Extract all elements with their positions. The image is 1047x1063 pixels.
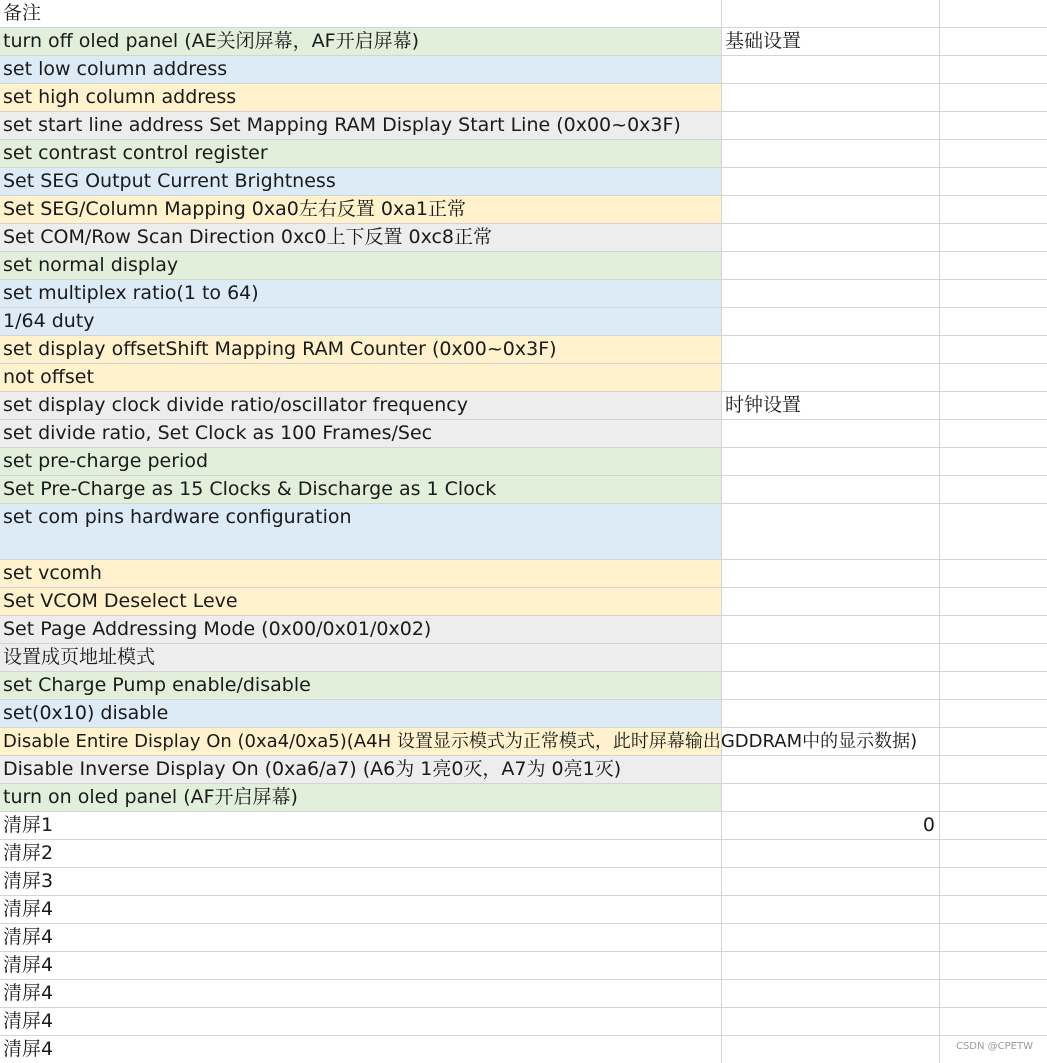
cell-note-text: 清屏4 — [3, 926, 54, 948]
cell-category[interactable] — [722, 588, 940, 615]
cell-note-text: Set SEG/Column Mapping 0xa0左右反置 0xa1正常 — [3, 198, 466, 220]
sheet-row — [0, 560, 1047, 588]
cell-extra[interactable] — [940, 196, 1047, 223]
cell-note-text: set high column address — [3, 86, 237, 108]
cell-note[interactable] — [0, 280, 722, 307]
cell-category[interactable] — [722, 224, 940, 251]
cell-category[interactable] — [722, 196, 940, 223]
cell-note-text: not offset — [3, 366, 94, 388]
cell-category[interactable] — [722, 336, 940, 363]
sheet-row — [0, 700, 1047, 728]
cell-extra[interactable] — [940, 560, 1047, 587]
cell-extra[interactable] — [940, 980, 1047, 1007]
sheet-row — [0, 588, 1047, 616]
cell-note-text: 清屏4 — [3, 954, 54, 976]
sheet-row — [0, 392, 1047, 420]
cell-note[interactable] — [0, 476, 722, 503]
cell-extra[interactable] — [940, 644, 1047, 671]
cell-category[interactable]: 0 — [722, 812, 940, 839]
sheet-row — [0, 308, 1047, 336]
cell-note[interactable] — [0, 504, 722, 559]
cell-category[interactable] — [722, 84, 940, 111]
cell-category[interactable] — [722, 952, 940, 979]
cell-note-text: 备注 — [3, 2, 42, 24]
cell-note[interactable] — [0, 896, 722, 923]
cell-note[interactable] — [0, 700, 722, 727]
sheet-row — [0, 0, 1047, 28]
cell-note[interactable] — [0, 924, 722, 951]
cell-note[interactable] — [0, 252, 722, 279]
sheet-row — [0, 868, 1047, 896]
cell-note[interactable] — [0, 140, 722, 167]
cell-category[interactable] — [722, 700, 940, 727]
cell-extra[interactable] — [940, 868, 1047, 895]
cell-note[interactable] — [0, 224, 722, 251]
cell-note-text: 清屏4 — [3, 898, 54, 920]
sheet-row — [0, 140, 1047, 168]
cell-note-text: set com pins hardware configuration — [3, 506, 352, 528]
cell-category[interactable] — [722, 784, 940, 811]
cell-extra[interactable] — [940, 476, 1047, 503]
cell-extra[interactable] — [940, 448, 1047, 475]
cell-extra[interactable] — [940, 784, 1047, 811]
cell-note[interactable] — [0, 364, 722, 391]
sheet-row — [0, 224, 1047, 252]
sheet-row — [0, 896, 1047, 924]
cell-note-text: set low column address — [3, 58, 228, 80]
cell-note-text: 设置成页地址模式 — [3, 646, 156, 668]
sheet-row — [0, 252, 1047, 280]
cell-extra[interactable] — [940, 420, 1047, 447]
cell-note[interactable] — [0, 644, 722, 671]
cell-note-text: set normal display — [3, 254, 179, 276]
cell-category[interactable] — [722, 476, 940, 503]
cell-note[interactable] — [0, 784, 722, 811]
cell-extra[interactable] — [940, 672, 1047, 699]
cell-extra[interactable] — [940, 812, 1047, 839]
cell-note-text: set contrast control register — [3, 142, 268, 164]
cell-extra[interactable] — [940, 504, 1047, 559]
cell-note-text: set(0x10) disable — [3, 702, 169, 724]
cell-note[interactable] — [0, 56, 722, 83]
sheet-row — [0, 672, 1047, 700]
sheet-row — [0, 504, 1047, 560]
cell-category[interactable] — [722, 140, 940, 167]
cell-category[interactable] — [722, 672, 940, 699]
cell-category[interactable] — [722, 252, 940, 279]
cell-note-text: Set SEG Output Current Brightness — [3, 170, 336, 192]
cell-category[interactable] — [722, 560, 940, 587]
cell-note[interactable] — [0, 840, 722, 867]
cell-extra[interactable] — [940, 308, 1047, 335]
sheet-row — [0, 364, 1047, 392]
cell-note[interactable] — [0, 168, 722, 195]
watermark: CSDN @CPETW — [955, 1041, 1033, 1052]
cell-category[interactable] — [722, 56, 940, 83]
cell-note-text: 1/64 duty — [3, 310, 95, 332]
cell-extra[interactable] — [940, 140, 1047, 167]
cell-extra[interactable] — [940, 728, 1047, 755]
sheet-row — [0, 56, 1047, 84]
cell-category[interactable] — [722, 980, 940, 1007]
cell-note[interactable] — [0, 308, 722, 335]
sheet-row — [0, 168, 1047, 196]
cell-note[interactable] — [0, 588, 722, 615]
cell-note-text: Set Page Addressing Mode (0x00/0x01/0x02) — [3, 618, 432, 640]
cell-category[interactable] — [722, 924, 940, 951]
sheet-row — [0, 420, 1047, 448]
cell-category[interactable] — [722, 1008, 940, 1035]
cell-extra[interactable] — [940, 280, 1047, 307]
sheet-row — [0, 812, 1047, 840]
cell-note-text: Set VCOM Deselect Leve — [3, 590, 238, 612]
cell-category[interactable] — [722, 112, 940, 139]
cell-note-text: set display offsetShift Mapping RAM Counter (0x00~0x3F) — [3, 338, 557, 360]
cell-extra[interactable] — [940, 336, 1047, 363]
cell-note-text: set pre-charge period — [3, 450, 209, 472]
cell-note-text: Set COM/Row Scan Direction 0xc0上下反置 0xc8正常 — [3, 226, 493, 248]
cell-extra[interactable] — [940, 28, 1047, 55]
sheet-row — [0, 784, 1047, 812]
cell-extra[interactable] — [940, 364, 1047, 391]
cell-note[interactable] — [0, 868, 722, 895]
cell-extra[interactable] — [940, 700, 1047, 727]
cell-note[interactable] — [0, 756, 722, 783]
sheet-row — [0, 728, 1047, 756]
cell-category[interactable] — [722, 616, 940, 643]
cell-extra[interactable] — [940, 56, 1047, 83]
sheet-row — [0, 448, 1047, 476]
sheet-row — [0, 616, 1047, 644]
cell-category[interactable]: 时钟设置 — [722, 392, 940, 419]
cell-category[interactable] — [722, 420, 940, 447]
cell-category[interactable] — [722, 756, 940, 783]
cell-note[interactable] — [0, 952, 722, 979]
cell-category[interactable] — [722, 896, 940, 923]
cell-note-text: set start line address Set Mapping RAM Display Start Line (0x00~0x3F) — [3, 114, 681, 136]
cell-note-text: 清屏1 — [3, 814, 54, 836]
cell-note[interactable] — [0, 560, 722, 587]
cell-extra[interactable] — [940, 588, 1047, 615]
cell-category[interactable] — [722, 840, 940, 867]
cell-category[interactable]: 基础设置 — [722, 28, 940, 55]
cell-note-text: set Charge Pump enable/disable — [3, 674, 311, 696]
cell-note-text: 清屏4 — [3, 1010, 54, 1032]
cell-note[interactable] — [0, 980, 722, 1007]
sheet-row — [0, 980, 1047, 1008]
cell-note-text: 清屏4 — [3, 982, 54, 1004]
cell-note[interactable] — [0, 392, 722, 419]
sheet-row — [0, 476, 1047, 504]
cell-extra[interactable] — [940, 952, 1047, 979]
cell-note[interactable] — [0, 0, 722, 27]
cell-note-text: 清屏2 — [3, 842, 54, 864]
cell-note-text: set multiplex ratio(1 to 64) — [3, 282, 259, 304]
cell-note-text: set display clock divide ratio/oscillator frequency — [3, 394, 468, 416]
cell-extra[interactable] — [940, 756, 1047, 783]
cell-note[interactable] — [0, 728, 918, 755]
cell-category[interactable] — [722, 0, 940, 27]
cell-category[interactable] — [722, 868, 940, 895]
cell-note[interactable] — [0, 84, 722, 111]
sheet-row — [0, 952, 1047, 980]
cell-note[interactable] — [0, 420, 722, 447]
cell-note[interactable] — [0, 672, 722, 699]
cell-extra[interactable] — [940, 0, 1047, 27]
cell-extra[interactable] — [940, 896, 1047, 923]
cell-extra[interactable] — [940, 392, 1047, 419]
cell-note-text: set divide ratio, Set Clock as 100 Frames/Sec — [3, 422, 433, 444]
cell-note[interactable] — [0, 28, 722, 55]
sheet-row — [0, 336, 1047, 364]
cell-note-text: Disable Entire Display On (0xa4/0xa5)(A4H 设置显示模式为正常模式，此时屏幕输出GDDRAM中的显示数据) — [3, 731, 918, 752]
cell-note-text: set vcomh — [3, 562, 102, 584]
cell-extra[interactable] — [940, 616, 1047, 643]
cell-extra[interactable] — [940, 84, 1047, 111]
cell-note[interactable] — [0, 812, 722, 839]
cell-category[interactable] — [722, 364, 940, 391]
sheet-row — [0, 28, 1047, 56]
cell-extra[interactable] — [940, 224, 1047, 251]
cell-extra[interactable] — [940, 112, 1047, 139]
sheet-row — [0, 756, 1047, 784]
cell-note[interactable] — [0, 1008, 722, 1035]
cell-category[interactable] — [722, 448, 940, 475]
sheet-row — [0, 644, 1047, 672]
cell-extra[interactable] — [940, 924, 1047, 951]
sheet-row — [0, 840, 1047, 868]
cell-note[interactable] — [0, 448, 722, 475]
cell-note-text: 清屏3 — [3, 870, 54, 892]
cell-note[interactable] — [0, 616, 722, 643]
cell-note-text: 清屏4 — [3, 1038, 54, 1060]
cell-category[interactable] — [722, 644, 940, 671]
cell-note[interactable] — [0, 336, 722, 363]
cell-extra[interactable] — [940, 252, 1047, 279]
cell-note-text: Set Pre-Charge as 15 Clocks & Discharge as 1 Clock — [3, 478, 497, 500]
sheet-row — [0, 196, 1047, 224]
cell-extra[interactable] — [940, 1008, 1047, 1035]
sheet-row — [0, 924, 1047, 952]
cell-extra[interactable] — [940, 840, 1047, 867]
sheet-row — [0, 1008, 1047, 1036]
sheet-row — [0, 84, 1047, 112]
cell-note-text: turn on oled panel (AF开启屏幕) — [3, 786, 298, 808]
sheet-row — [0, 112, 1047, 140]
sheet-row — [0, 280, 1047, 308]
cell-note[interactable] — [0, 196, 722, 223]
cell-category[interactable] — [722, 168, 940, 195]
cell-category[interactable] — [722, 308, 940, 335]
cell-extra[interactable] — [940, 168, 1047, 195]
cell-note[interactable] — [0, 112, 722, 139]
cell-category[interactable] — [722, 280, 940, 307]
cell-category[interactable] — [722, 504, 940, 559]
cell-note-text: turn off oled panel (AE关闭屏幕，AF开启屏幕) — [3, 30, 420, 52]
cell-note-text: Disable Inverse Display On (0xa6/a7) (A6为 1亮0灭，A7为 0亮1灭) — [3, 758, 622, 780]
